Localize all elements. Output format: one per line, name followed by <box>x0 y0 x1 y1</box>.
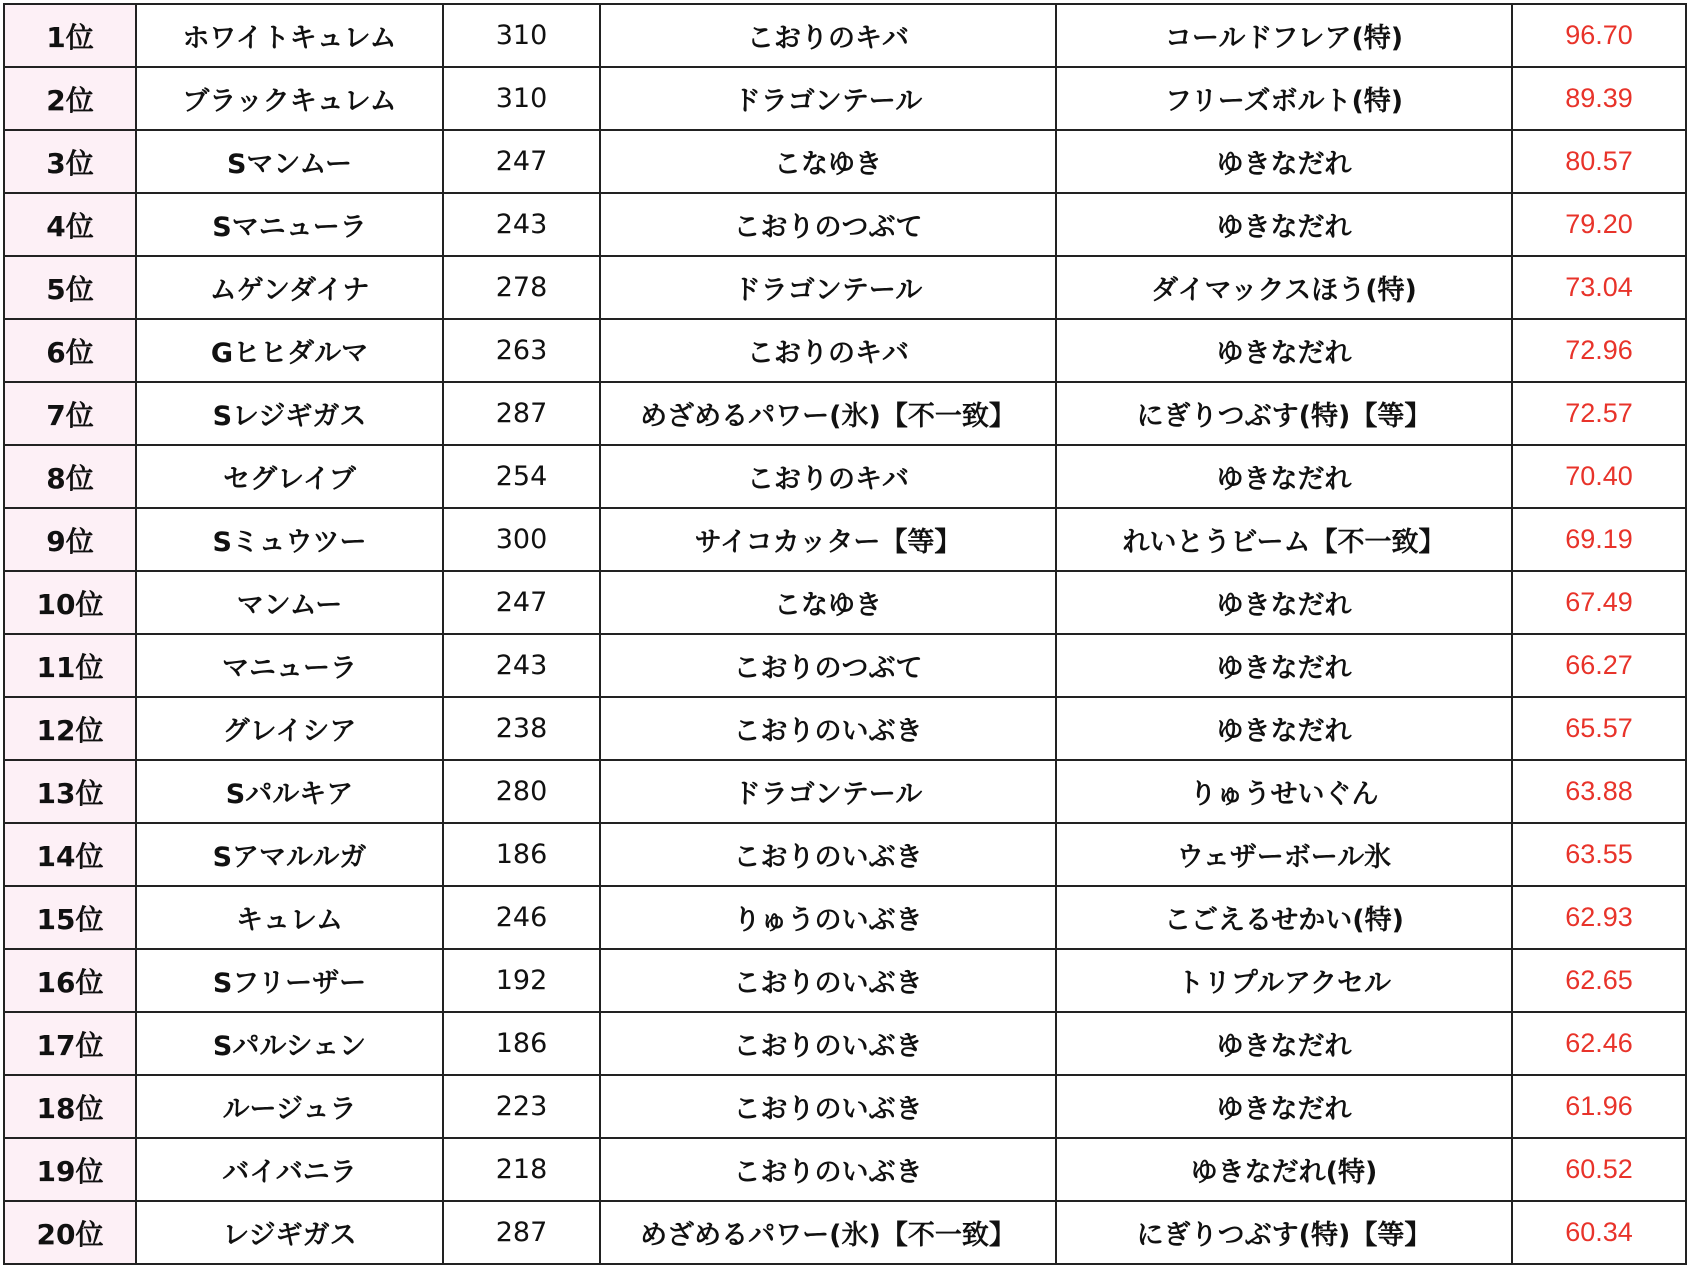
score-cell: 73.04 <box>1512 256 1686 319</box>
score-cell: 69.19 <box>1512 508 1686 571</box>
score-cell: 72.57 <box>1512 382 1686 445</box>
rank-cell: 17位 <box>4 1012 136 1075</box>
charged-move-cell: ゆきなだれ <box>1056 445 1512 508</box>
charged-move-cell: にぎりつぶす(特)【等】 <box>1056 1201 1512 1264</box>
score-cell: 80.57 <box>1512 130 1686 193</box>
charged-move-cell: こごえるせかい(特) <box>1056 886 1512 949</box>
pokemon-name-cell: Sレジギガス <box>136 382 443 445</box>
charged-move-cell: れいとうビーム【不一致】 <box>1056 508 1512 571</box>
table-row <box>4 130 1686 193</box>
fast-move-cell: こおりのつぶて <box>600 193 1056 256</box>
table-row <box>4 4 1686 67</box>
table-row <box>4 1138 1686 1201</box>
stat-value-cell: 186 <box>443 1012 600 1075</box>
pokemon-name-cell: Sパルキア <box>136 760 443 823</box>
stat-value-cell: 287 <box>443 1201 600 1264</box>
charged-move-cell: ゆきなだれ <box>1056 1012 1512 1075</box>
charged-move-cell: ウェザーボール氷 <box>1056 823 1512 886</box>
pokemon-name-cell: Sパルシェン <box>136 1012 443 1075</box>
fast-move-cell: ドラゴンテール <box>600 67 1056 130</box>
ranking-table-body <box>4 4 1686 1264</box>
rank-cell: 2位 <box>4 67 136 130</box>
score-cell: 63.55 <box>1512 823 1686 886</box>
table-row <box>4 319 1686 382</box>
pokemon-name-cell: グレイシア <box>136 697 443 760</box>
stat-value-cell: 238 <box>443 697 600 760</box>
table-row <box>4 67 1686 130</box>
fast-move-cell: こなゆき <box>600 130 1056 193</box>
pokemon-name-cell: ムゲンダイナ <box>136 256 443 319</box>
charged-move-cell: ゆきなだれ <box>1056 634 1512 697</box>
rank-cell: 10位 <box>4 571 136 634</box>
stat-value-cell: 254 <box>443 445 600 508</box>
score-cell: 70.40 <box>1512 445 1686 508</box>
pokemon-name-cell: Sミュウツー <box>136 508 443 571</box>
ranking-table <box>3 3 1687 1265</box>
table-row <box>4 571 1686 634</box>
pokemon-name-cell: ブラックキュレム <box>136 67 443 130</box>
table-row <box>4 1075 1686 1138</box>
score-cell: 67.49 <box>1512 571 1686 634</box>
fast-move-cell: こなゆき <box>600 571 1056 634</box>
fast-move-cell: こおりのつぶて <box>600 634 1056 697</box>
charged-move-cell: ゆきなだれ <box>1056 1075 1512 1138</box>
fast-move-cell: こおりのいぶき <box>600 697 1056 760</box>
stat-value-cell: 300 <box>443 508 600 571</box>
fast-move-cell: ドラゴンテール <box>600 760 1056 823</box>
table-row <box>4 508 1686 571</box>
charged-move-cell: にぎりつぶす(特)【等】 <box>1056 382 1512 445</box>
rank-cell: 14位 <box>4 823 136 886</box>
charged-move-cell: りゅうせいぐん <box>1056 760 1512 823</box>
score-cell: 72.96 <box>1512 319 1686 382</box>
rank-cell: 4位 <box>4 193 136 256</box>
charged-move-cell: ゆきなだれ <box>1056 697 1512 760</box>
table-row <box>4 886 1686 949</box>
pokemon-name-cell: Sマニューラ <box>136 193 443 256</box>
pokemon-name-cell: Sフリーザー <box>136 949 443 1012</box>
stat-value-cell: 246 <box>443 886 600 949</box>
stat-value-cell: 247 <box>443 130 600 193</box>
score-cell: 96.70 <box>1512 4 1686 67</box>
charged-move-cell: トリプルアクセル <box>1056 949 1512 1012</box>
score-cell: 60.52 <box>1512 1138 1686 1201</box>
pokemon-name-cell: ホワイトキュレム <box>136 4 443 67</box>
charged-move-cell: ゆきなだれ <box>1056 319 1512 382</box>
pokemon-name-cell: Sマンムー <box>136 130 443 193</box>
stat-value-cell: 218 <box>443 1138 600 1201</box>
rank-cell: 3位 <box>4 130 136 193</box>
fast-move-cell: めざめるパワー(氷)【不一致】 <box>600 1201 1056 1264</box>
fast-move-cell: めざめるパワー(氷)【不一致】 <box>600 382 1056 445</box>
charged-move-cell: ダイマックスほう(特) <box>1056 256 1512 319</box>
rank-cell: 9位 <box>4 508 136 571</box>
pokemon-name-cell: Gヒヒダルマ <box>136 319 443 382</box>
stat-value-cell: 310 <box>443 67 600 130</box>
score-cell: 62.46 <box>1512 1012 1686 1075</box>
table-row <box>4 1201 1686 1264</box>
table-row <box>4 1012 1686 1075</box>
score-cell: 60.34 <box>1512 1201 1686 1264</box>
charged-move-cell: フリーズボルト(特) <box>1056 67 1512 130</box>
score-cell: 62.65 <box>1512 949 1686 1012</box>
pokemon-name-cell: ルージュラ <box>136 1075 443 1138</box>
table-row <box>4 823 1686 886</box>
fast-move-cell: サイコカッター【等】 <box>600 508 1056 571</box>
table-row <box>4 634 1686 697</box>
stat-value-cell: 243 <box>443 634 600 697</box>
stat-value-cell: 223 <box>443 1075 600 1138</box>
fast-move-cell: ドラゴンテール <box>600 256 1056 319</box>
rank-cell: 15位 <box>4 886 136 949</box>
charged-move-cell: コールドフレア(特) <box>1056 4 1512 67</box>
score-cell: 66.27 <box>1512 634 1686 697</box>
fast-move-cell: こおりのいぶき <box>600 949 1056 1012</box>
table-row <box>4 193 1686 256</box>
table-row <box>4 697 1686 760</box>
score-cell: 61.96 <box>1512 1075 1686 1138</box>
table-row <box>4 382 1686 445</box>
rank-cell: 1位 <box>4 4 136 67</box>
charged-move-cell: ゆきなだれ <box>1056 130 1512 193</box>
fast-move-cell: りゅうのいぶき <box>600 886 1056 949</box>
score-cell: 79.20 <box>1512 193 1686 256</box>
rank-cell: 7位 <box>4 382 136 445</box>
stat-value-cell: 192 <box>443 949 600 1012</box>
fast-move-cell: こおりのいぶき <box>600 1012 1056 1075</box>
fast-move-cell: こおりのいぶき <box>600 1075 1056 1138</box>
stat-value-cell: 287 <box>443 382 600 445</box>
rank-cell: 11位 <box>4 634 136 697</box>
stat-value-cell: 278 <box>443 256 600 319</box>
rank-cell: 19位 <box>4 1138 136 1201</box>
score-cell: 89.39 <box>1512 67 1686 130</box>
table-row <box>4 256 1686 319</box>
rank-cell: 18位 <box>4 1075 136 1138</box>
pokemon-name-cell: レジギガス <box>136 1201 443 1264</box>
pokemon-name-cell: マニューラ <box>136 634 443 697</box>
fast-move-cell: こおりのキバ <box>600 445 1056 508</box>
rank-cell: 16位 <box>4 949 136 1012</box>
table-row <box>4 949 1686 1012</box>
stat-value-cell: 243 <box>443 193 600 256</box>
charged-move-cell: ゆきなだれ <box>1056 193 1512 256</box>
rank-cell: 12位 <box>4 697 136 760</box>
score-cell: 62.93 <box>1512 886 1686 949</box>
stat-value-cell: 310 <box>443 4 600 67</box>
charged-move-cell: ゆきなだれ <box>1056 571 1512 634</box>
stat-value-cell: 280 <box>443 760 600 823</box>
pokemon-name-cell: セグレイブ <box>136 445 443 508</box>
charged-move-cell: ゆきなだれ(特) <box>1056 1138 1512 1201</box>
fast-move-cell: こおりのいぶき <box>600 823 1056 886</box>
pokemon-name-cell: Sアマルルガ <box>136 823 443 886</box>
table-row <box>4 445 1686 508</box>
fast-move-cell: こおりのキバ <box>600 319 1056 382</box>
stat-value-cell: 186 <box>443 823 600 886</box>
rank-cell: 6位 <box>4 319 136 382</box>
score-cell: 63.88 <box>1512 760 1686 823</box>
rank-cell: 8位 <box>4 445 136 508</box>
stat-value-cell: 263 <box>443 319 600 382</box>
table-row <box>4 760 1686 823</box>
pokemon-name-cell: マンムー <box>136 571 443 634</box>
fast-move-cell: こおりのキバ <box>600 4 1056 67</box>
fast-move-cell: こおりのいぶき <box>600 1138 1056 1201</box>
rank-cell: 20位 <box>4 1201 136 1264</box>
rank-cell: 5位 <box>4 256 136 319</box>
rank-cell: 13位 <box>4 760 136 823</box>
score-cell: 65.57 <box>1512 697 1686 760</box>
stat-value-cell: 247 <box>443 571 600 634</box>
pokemon-name-cell: キュレム <box>136 886 443 949</box>
pokemon-name-cell: バイバニラ <box>136 1138 443 1201</box>
